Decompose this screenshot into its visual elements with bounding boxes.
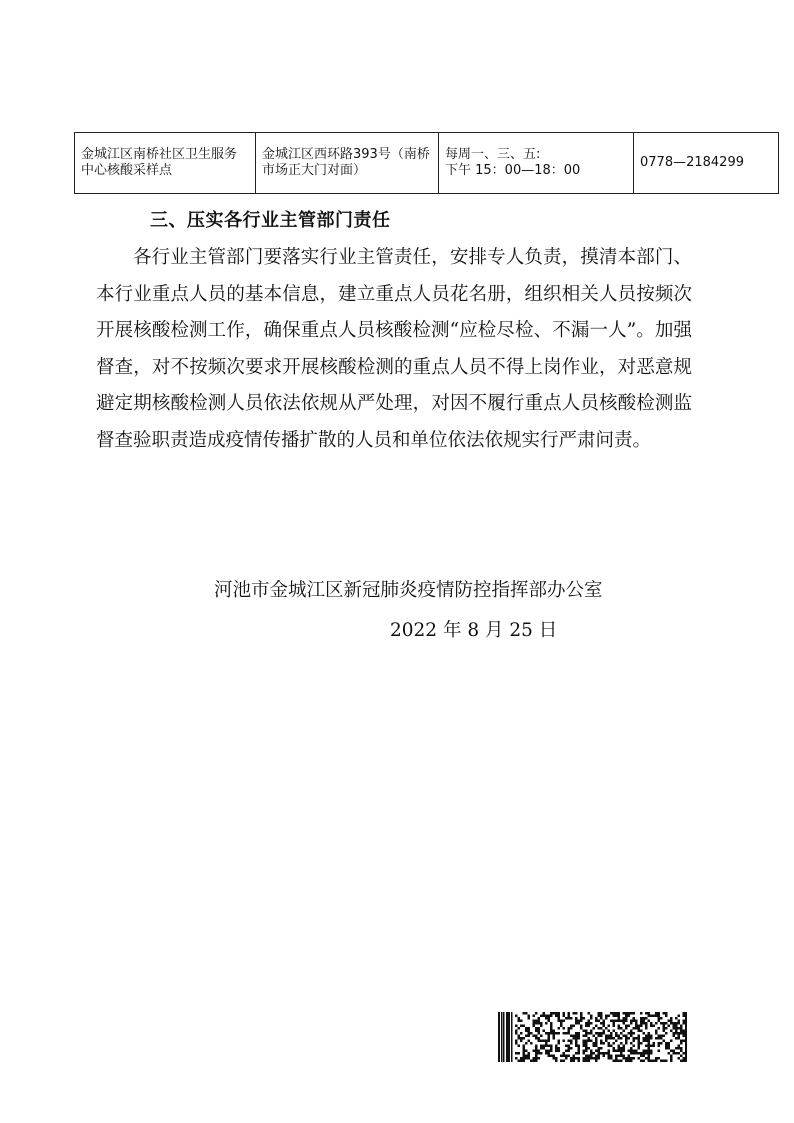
body-paragraph: 各行业主管部门要落实行业主管责任，安排专人负责，摸清本部门、本行业重点人员的基本信息，建立重点人员花名册，组织相关人员按频次开展核酸检测工作，确保重点人员核酸检测“应检尽检、不漏一人”。加强督查，对不按频次要求开展核酸检测的重点人员不得上岗作业，对恶意规避定期核酸检测人员依法依规从严处理，对因不履行重点人员核酸检测监督查验职责造成疫情传播扩散的人员和单位依法依规实行严肃问责。: [96, 247, 692, 451]
section-heading: 三、压实各行业主管部门责任: [150, 210, 391, 231]
site-phone-cell: 0778—2184299: [634, 133, 779, 194]
site-hours-cell: [439, 133, 634, 194]
hours-time: 下午 15：00—18：00: [445, 163, 581, 178]
hours-days: 每周一、三、五:: [445, 147, 541, 162]
signature-date: 2022 年 8 月 25 日: [390, 620, 558, 641]
site-location-cell: 金城江区南桥社区卫生服务中心核酸采样点: [75, 133, 256, 194]
site-address-cell: 金城江区西环路393号（南桥市场正大门对面）: [256, 133, 439, 194]
document-barcode: [498, 1012, 688, 1062]
table-row: [75, 133, 779, 194]
testing-site-table: [74, 132, 779, 194]
signature-organization: 河池市金城江区新冠肺炎疫情防控指挥部办公室: [214, 580, 603, 601]
